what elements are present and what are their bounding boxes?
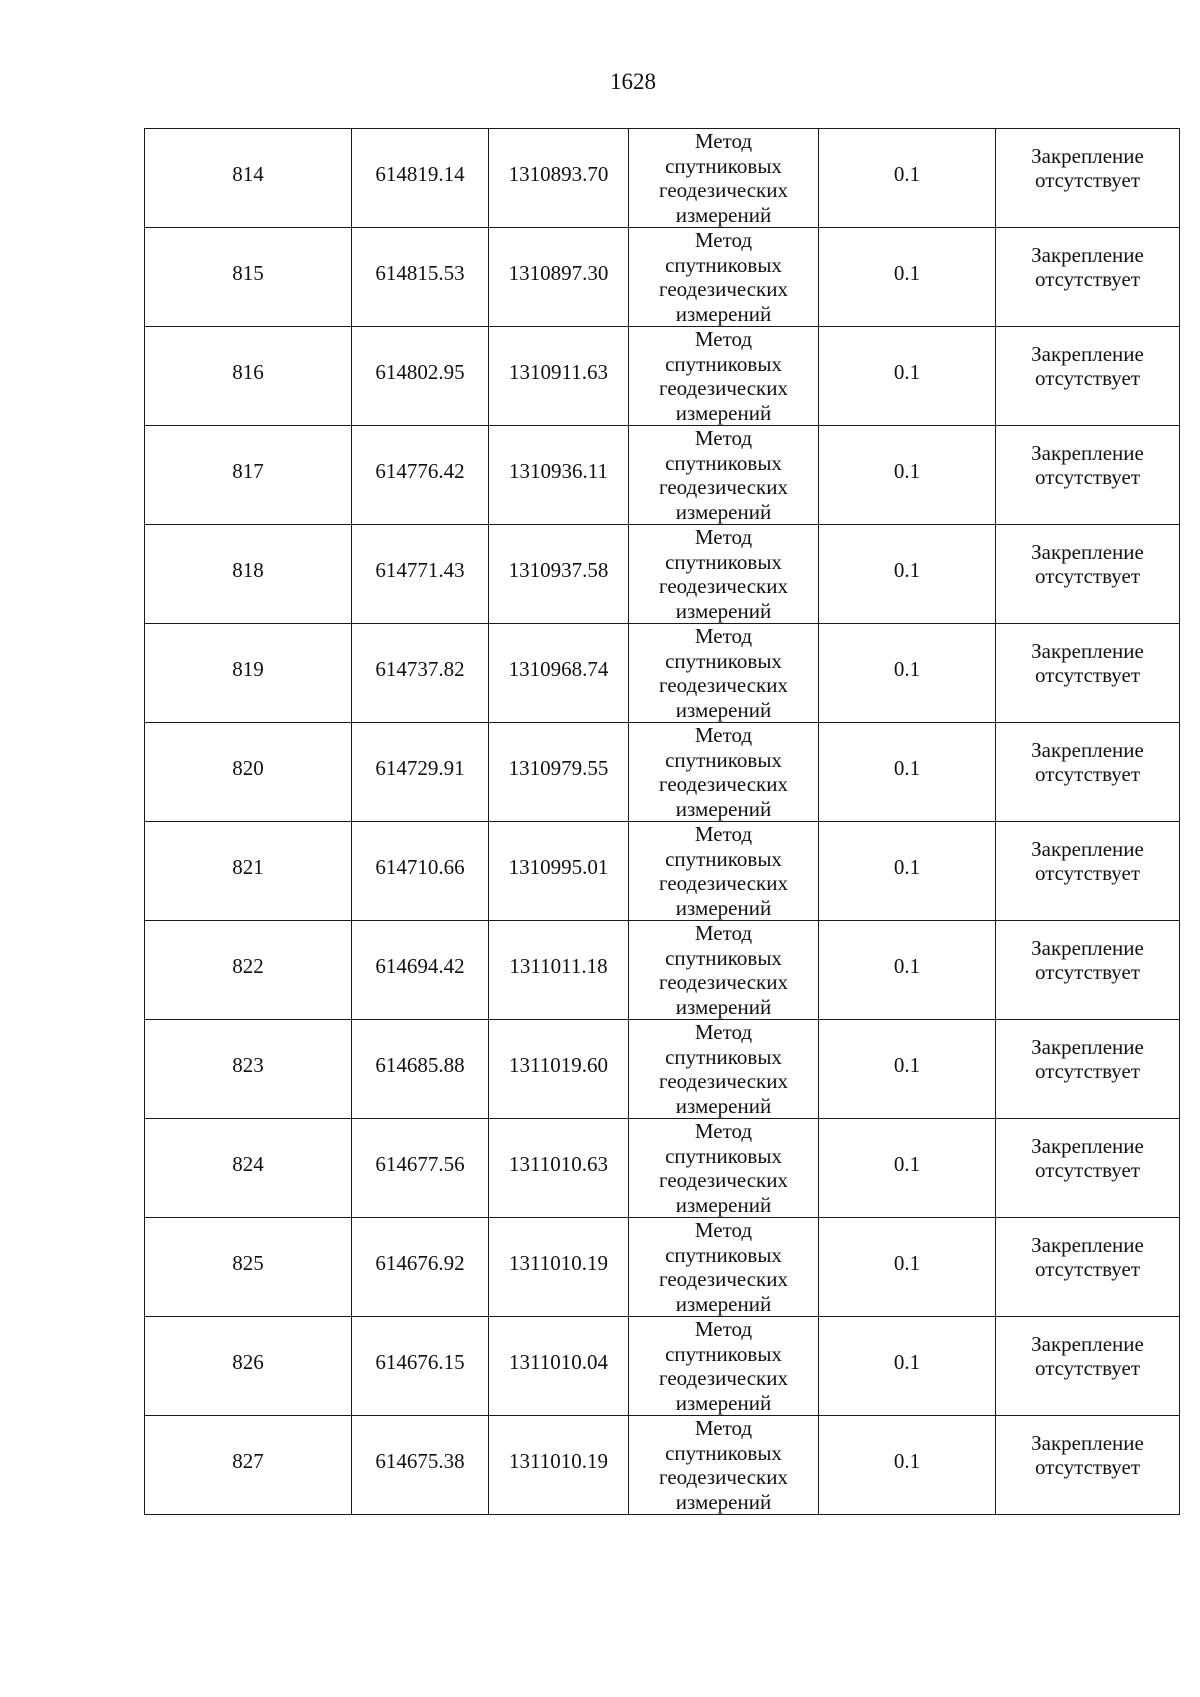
y-coordinate-cell — [489, 525, 629, 624]
method-cell-line: измерений — [675, 400, 772, 425]
point-number-cell — [145, 921, 352, 1020]
fixing-cell-text — [996, 342, 1179, 391]
accuracy-cell-text: 0.1 — [893, 161, 921, 186]
table-row — [145, 525, 1180, 624]
method-cell — [629, 426, 819, 525]
point-number-cell-text: 821 — [232, 854, 264, 879]
x-coordinate-cell — [352, 1317, 489, 1416]
x-coordinate-cell — [352, 426, 489, 525]
fixing-cell — [996, 822, 1180, 921]
method-cell-line: измерений — [675, 499, 772, 524]
y-coordinate-cell-text: 1311019.60 — [509, 1052, 608, 1077]
table-row — [145, 1416, 1180, 1515]
method-cell-line: спутниковых — [665, 648, 782, 673]
method-cell-text — [629, 921, 818, 1019]
fixing-cell — [996, 723, 1180, 822]
method-cell — [629, 1416, 819, 1515]
fixing-cell-line: Закрепление — [1031, 341, 1144, 366]
y-coordinate-cell-text: 1310979.55 — [508, 755, 609, 780]
x-coordinate-cell-text: 614737.82 — [375, 656, 465, 681]
method-cell-line: Метод — [694, 723, 753, 747]
method-cell-line: Метод — [694, 1020, 753, 1044]
fixing-cell-text — [996, 1035, 1179, 1084]
point-number-cell-text: 815 — [232, 260, 264, 285]
accuracy-cell — [819, 1218, 996, 1317]
method-cell-line: спутниковых — [665, 351, 782, 376]
fixing-cell-line: отсутствует — [1034, 366, 1141, 390]
y-coordinate-cell-text: 1310936.11 — [509, 458, 608, 483]
point-number-cell-text: 818 — [232, 557, 264, 582]
method-cell-line: спутниковых — [665, 153, 782, 178]
y-coordinate-cell — [489, 129, 629, 228]
method-cell-line: спутниковых — [665, 549, 782, 574]
method-cell-text — [629, 624, 818, 722]
fixing-cell — [996, 426, 1180, 525]
x-coordinate-cell-text: 614675.38 — [375, 1448, 465, 1473]
point-number-cell-text: 820 — [232, 755, 264, 780]
method-cell — [629, 723, 819, 822]
point-number-cell — [145, 1416, 352, 1515]
x-coordinate-cell-text: 614676.92 — [375, 1250, 465, 1275]
fixing-cell-text — [996, 1431, 1179, 1480]
x-coordinate-cell-text: 614729.91 — [375, 755, 465, 780]
method-cell-line: измерений — [675, 1489, 772, 1514]
point-number-cell — [145, 525, 352, 624]
point-number-cell-text: 817 — [232, 458, 264, 483]
method-cell — [629, 1218, 819, 1317]
accuracy-cell — [819, 228, 996, 327]
accuracy-cell — [819, 426, 996, 525]
accuracy-cell-text: 0.1 — [893, 1448, 921, 1473]
accuracy-cell — [819, 1317, 996, 1416]
method-cell-text — [629, 1020, 818, 1118]
method-cell-line: измерений — [675, 895, 772, 920]
point-number-cell-text: 826 — [232, 1349, 264, 1374]
method-cell-line: геодезических — [658, 1366, 788, 1390]
x-coordinate-cell-text: 614676.15 — [375, 1349, 465, 1374]
x-coordinate-cell — [352, 1218, 489, 1317]
fixing-cell-text — [996, 243, 1179, 292]
y-coordinate-cell — [489, 426, 629, 525]
method-cell-line: Метод — [694, 327, 753, 351]
accuracy-cell-text: 0.1 — [893, 953, 921, 978]
point-number-cell — [145, 426, 352, 525]
method-cell-line: спутниковых — [665, 945, 782, 970]
accuracy-cell-text: 0.1 — [893, 1151, 921, 1176]
x-coordinate-cell-text: 614685.88 — [375, 1052, 465, 1077]
fixing-cell-line: отсутствует — [1034, 762, 1141, 786]
method-cell-text — [629, 129, 818, 227]
method-cell-text — [629, 1218, 818, 1316]
y-coordinate-cell-text: 1310937.58 — [508, 557, 609, 582]
coordinates-table-body — [145, 129, 1180, 1515]
method-cell — [629, 624, 819, 723]
accuracy-cell-text: 0.1 — [893, 1250, 921, 1275]
x-coordinate-cell-text: 614677.56 — [375, 1151, 465, 1176]
y-coordinate-cell-text: 1310995.01 — [508, 854, 609, 879]
fixing-cell — [996, 921, 1180, 1020]
table-row — [145, 129, 1180, 228]
table-row — [145, 1020, 1180, 1119]
fixing-cell — [996, 624, 1180, 723]
method-cell-line: геодезических — [658, 376, 788, 400]
method-cell-line: Метод — [694, 129, 753, 153]
point-number-cell-text: 819 — [232, 656, 264, 681]
accuracy-cell — [819, 525, 996, 624]
point-number-cell — [145, 327, 352, 426]
method-cell-line: Метод — [694, 525, 753, 549]
point-number-cell — [145, 1218, 352, 1317]
y-coordinate-cell — [489, 1020, 629, 1119]
point-number-cell — [145, 228, 352, 327]
method-cell-text — [629, 1119, 818, 1217]
fixing-cell-line: отсутствует — [1034, 663, 1141, 687]
table-row — [145, 822, 1180, 921]
method-cell — [629, 525, 819, 624]
fixing-cell — [996, 1020, 1180, 1119]
fixing-cell-line: отсутствует — [1034, 1059, 1141, 1083]
y-coordinate-cell-text: 1311010.04 — [509, 1349, 608, 1374]
point-number-cell — [145, 1119, 352, 1218]
method-cell-line: измерений — [675, 202, 772, 227]
y-coordinate-cell — [489, 1119, 629, 1218]
fixing-cell-line: отсутствует — [1034, 465, 1141, 489]
method-cell-line: Метод — [694, 1317, 753, 1341]
point-number-cell-text: 825 — [232, 1250, 264, 1275]
x-coordinate-cell — [352, 1020, 489, 1119]
table-row — [145, 228, 1180, 327]
method-cell-line: спутниковых — [665, 252, 782, 277]
fixing-cell-line: отсутствует — [1034, 267, 1141, 291]
x-coordinate-cell — [352, 327, 489, 426]
y-coordinate-cell — [489, 1218, 629, 1317]
method-cell-text — [629, 327, 818, 425]
point-number-cell — [145, 723, 352, 822]
method-cell — [629, 1119, 819, 1218]
method-cell — [629, 327, 819, 426]
accuracy-cell-text: 0.1 — [893, 260, 921, 285]
method-cell — [629, 1317, 819, 1416]
method-cell-text — [629, 723, 818, 821]
method-cell-text — [629, 525, 818, 623]
method-cell-line: Метод — [694, 921, 753, 945]
page-number: 1628 — [610, 69, 656, 94]
accuracy-cell — [819, 1020, 996, 1119]
method-cell-line: спутниковых — [665, 1242, 782, 1267]
method-cell-line: геодезических — [658, 475, 788, 499]
fixing-cell-line: Закрепление — [1031, 836, 1144, 861]
x-coordinate-cell — [352, 525, 489, 624]
accuracy-cell-text: 0.1 — [893, 359, 921, 384]
method-cell-line: спутниковых — [665, 1044, 782, 1069]
table-row — [145, 723, 1180, 822]
fixing-cell-line: Закрепление — [1031, 440, 1144, 465]
fixing-cell-line: отсутствует — [1034, 1158, 1141, 1182]
fixing-cell-text — [996, 639, 1179, 688]
fixing-cell-line: отсутствует — [1034, 1257, 1141, 1281]
table-row — [145, 426, 1180, 525]
method-cell-line: Метод — [694, 822, 753, 846]
table-row — [145, 624, 1180, 723]
accuracy-cell-text: 0.1 — [893, 1052, 921, 1077]
x-coordinate-cell — [352, 228, 489, 327]
method-cell-line: геодезических — [658, 673, 788, 697]
method-cell-line: геодезических — [658, 574, 788, 598]
y-coordinate-cell-text: 1310893.70 — [508, 161, 609, 186]
method-cell-line: спутниковых — [665, 1440, 782, 1465]
x-coordinate-cell — [352, 723, 489, 822]
x-coordinate-cell-text: 614776.42 — [375, 458, 465, 483]
table-row — [145, 1317, 1180, 1416]
method-cell-line: геодезических — [658, 871, 788, 895]
point-number-cell-text: 816 — [232, 359, 264, 384]
point-number-cell-text: 824 — [232, 1151, 264, 1176]
accuracy-cell-text: 0.1 — [893, 557, 921, 582]
fixing-cell — [996, 1218, 1180, 1317]
accuracy-cell — [819, 822, 996, 921]
method-cell-line: измерений — [675, 1192, 772, 1217]
fixing-cell — [996, 228, 1180, 327]
accuracy-cell-text: 0.1 — [893, 656, 921, 681]
fixing-cell — [996, 1317, 1180, 1416]
y-coordinate-cell — [489, 1317, 629, 1416]
method-cell-line: спутниковых — [665, 846, 782, 871]
method-cell-line: измерений — [675, 1390, 772, 1415]
fixing-cell-text — [996, 1332, 1179, 1381]
method-cell — [629, 921, 819, 1020]
point-number-cell-text: 814 — [232, 161, 264, 186]
y-coordinate-cell-text: 1311011.18 — [509, 953, 608, 978]
fixing-cell-text — [996, 936, 1179, 985]
fixing-cell-text — [996, 441, 1179, 490]
method-cell-line: спутниковых — [665, 450, 782, 475]
method-cell-line: геодезических — [658, 1267, 788, 1291]
method-cell-line: геодезических — [658, 1069, 788, 1093]
method-cell-line: измерений — [675, 796, 772, 821]
fixing-cell-text — [996, 738, 1179, 787]
y-coordinate-cell-text: 1311010.63 — [509, 1151, 608, 1176]
fixing-cell-text — [996, 837, 1179, 886]
method-cell-line: измерений — [675, 598, 772, 623]
method-cell — [629, 228, 819, 327]
y-coordinate-cell — [489, 723, 629, 822]
point-number-cell — [145, 1317, 352, 1416]
accuracy-cell — [819, 1416, 996, 1515]
method-cell-line: геодезических — [658, 772, 788, 796]
fixing-cell-line: Закрепление — [1031, 143, 1144, 168]
accuracy-cell — [819, 129, 996, 228]
method-cell — [629, 1020, 819, 1119]
method-cell-line: измерений — [675, 697, 772, 722]
fixing-cell-line: Закрепление — [1031, 1133, 1144, 1158]
fixing-cell — [996, 327, 1180, 426]
y-coordinate-cell-text: 1311010.19 — [509, 1448, 608, 1473]
x-coordinate-cell — [352, 822, 489, 921]
fixing-cell — [996, 1416, 1180, 1515]
point-number-cell-text: 823 — [232, 1052, 264, 1077]
y-coordinate-cell-text: 1310911.63 — [509, 359, 608, 384]
fixing-cell-line: Закрепление — [1031, 1034, 1144, 1059]
accuracy-cell — [819, 723, 996, 822]
accuracy-cell — [819, 624, 996, 723]
fixing-cell — [996, 1119, 1180, 1218]
y-coordinate-cell-text: 1310968.74 — [508, 656, 609, 681]
method-cell-text — [629, 1416, 818, 1514]
table-row — [145, 1218, 1180, 1317]
x-coordinate-cell — [352, 1416, 489, 1515]
x-coordinate-cell-text: 614819.14 — [375, 161, 465, 186]
accuracy-cell — [819, 327, 996, 426]
fixing-cell — [996, 129, 1180, 228]
method-cell-line: Метод — [694, 1218, 753, 1242]
accuracy-cell-text: 0.1 — [893, 1349, 921, 1374]
point-number-cell — [145, 822, 352, 921]
x-coordinate-cell-text: 614771.43 — [375, 557, 465, 582]
point-number-cell-text: 822 — [232, 953, 264, 978]
table-row — [145, 1119, 1180, 1218]
point-number-cell — [145, 1020, 352, 1119]
y-coordinate-cell — [489, 822, 629, 921]
y-coordinate-cell — [489, 1416, 629, 1515]
fixing-cell-line: Закрепление — [1031, 1430, 1144, 1455]
method-cell-line: спутниковых — [665, 747, 782, 772]
table-row — [145, 921, 1180, 1020]
coordinates-table — [144, 128, 1180, 1515]
method-cell-line: Метод — [694, 1416, 753, 1440]
y-coordinate-cell-text: 1310897.30 — [508, 260, 609, 285]
point-number-cell — [145, 129, 352, 228]
method-cell-line: измерений — [675, 1093, 772, 1118]
point-number-cell-text: 827 — [232, 1448, 264, 1473]
method-cell-text — [629, 822, 818, 920]
x-coordinate-cell-text: 614694.42 — [375, 953, 465, 978]
fixing-cell-line: отсутствует — [1034, 168, 1141, 192]
point-number-cell — [145, 624, 352, 723]
x-coordinate-cell-text: 614815.53 — [375, 260, 465, 285]
fixing-cell-line: отсутствует — [1034, 564, 1141, 588]
y-coordinate-cell — [489, 624, 629, 723]
method-cell — [629, 129, 819, 228]
fixing-cell-text — [996, 540, 1179, 589]
x-coordinate-cell — [352, 1119, 489, 1218]
fixing-cell-line: отсутствует — [1034, 861, 1141, 885]
accuracy-cell — [819, 921, 996, 1020]
method-cell-line: геодезических — [658, 277, 788, 301]
fixing-cell-line: Закрепление — [1031, 539, 1144, 564]
accuracy-cell-text: 0.1 — [893, 755, 921, 780]
method-cell-line: Метод — [694, 1119, 753, 1143]
method-cell-line: спутниковых — [665, 1341, 782, 1366]
method-cell-line: Метод — [694, 624, 753, 648]
method-cell-line: геодезических — [658, 1168, 788, 1192]
y-coordinate-cell — [489, 327, 629, 426]
x-coordinate-cell-text: 614802.95 — [375, 359, 465, 384]
fixing-cell — [996, 525, 1180, 624]
fixing-cell-line: отсутствует — [1034, 960, 1141, 984]
accuracy-cell-text: 0.1 — [893, 854, 921, 879]
x-coordinate-cell — [352, 129, 489, 228]
fixing-cell-line: Закрепление — [1031, 638, 1144, 663]
y-coordinate-cell — [489, 228, 629, 327]
fixing-cell-line: Закрепление — [1031, 737, 1144, 762]
accuracy-cell-text: 0.1 — [893, 458, 921, 483]
x-coordinate-cell — [352, 624, 489, 723]
method-cell-line: Метод — [694, 426, 753, 450]
fixing-cell-text — [996, 1233, 1179, 1282]
method-cell-line: геодезических — [658, 1465, 788, 1489]
y-coordinate-cell — [489, 921, 629, 1020]
method-cell-line: спутниковых — [665, 1143, 782, 1168]
method-cell-line: геодезических — [658, 178, 788, 202]
method-cell-line: измерений — [675, 994, 772, 1019]
fixing-cell-line: отсутствует — [1034, 1455, 1141, 1479]
fixing-cell-line: Закрепление — [1031, 242, 1144, 267]
fixing-cell-line: Закрепление — [1031, 1331, 1144, 1356]
method-cell-line: геодезических — [658, 970, 788, 994]
fixing-cell-text — [996, 144, 1179, 193]
table-row — [145, 327, 1180, 426]
fixing-cell-text — [996, 1134, 1179, 1183]
y-coordinate-cell-text: 1311010.19 — [509, 1250, 608, 1275]
method-cell-line: измерений — [675, 301, 772, 326]
fixing-cell-line: Закрепление — [1031, 1232, 1144, 1257]
method-cell-text — [629, 426, 818, 524]
fixing-cell-line: Закрепление — [1031, 935, 1144, 960]
method-cell-text — [629, 228, 818, 326]
fixing-cell-line: отсутствует — [1034, 1356, 1141, 1380]
method-cell-line: измерений — [675, 1291, 772, 1316]
x-coordinate-cell-text: 614710.66 — [375, 854, 465, 879]
x-coordinate-cell — [352, 921, 489, 1020]
method-cell-text — [629, 1317, 818, 1415]
method-cell-line: Метод — [694, 228, 753, 252]
accuracy-cell — [819, 1119, 996, 1218]
method-cell — [629, 822, 819, 921]
